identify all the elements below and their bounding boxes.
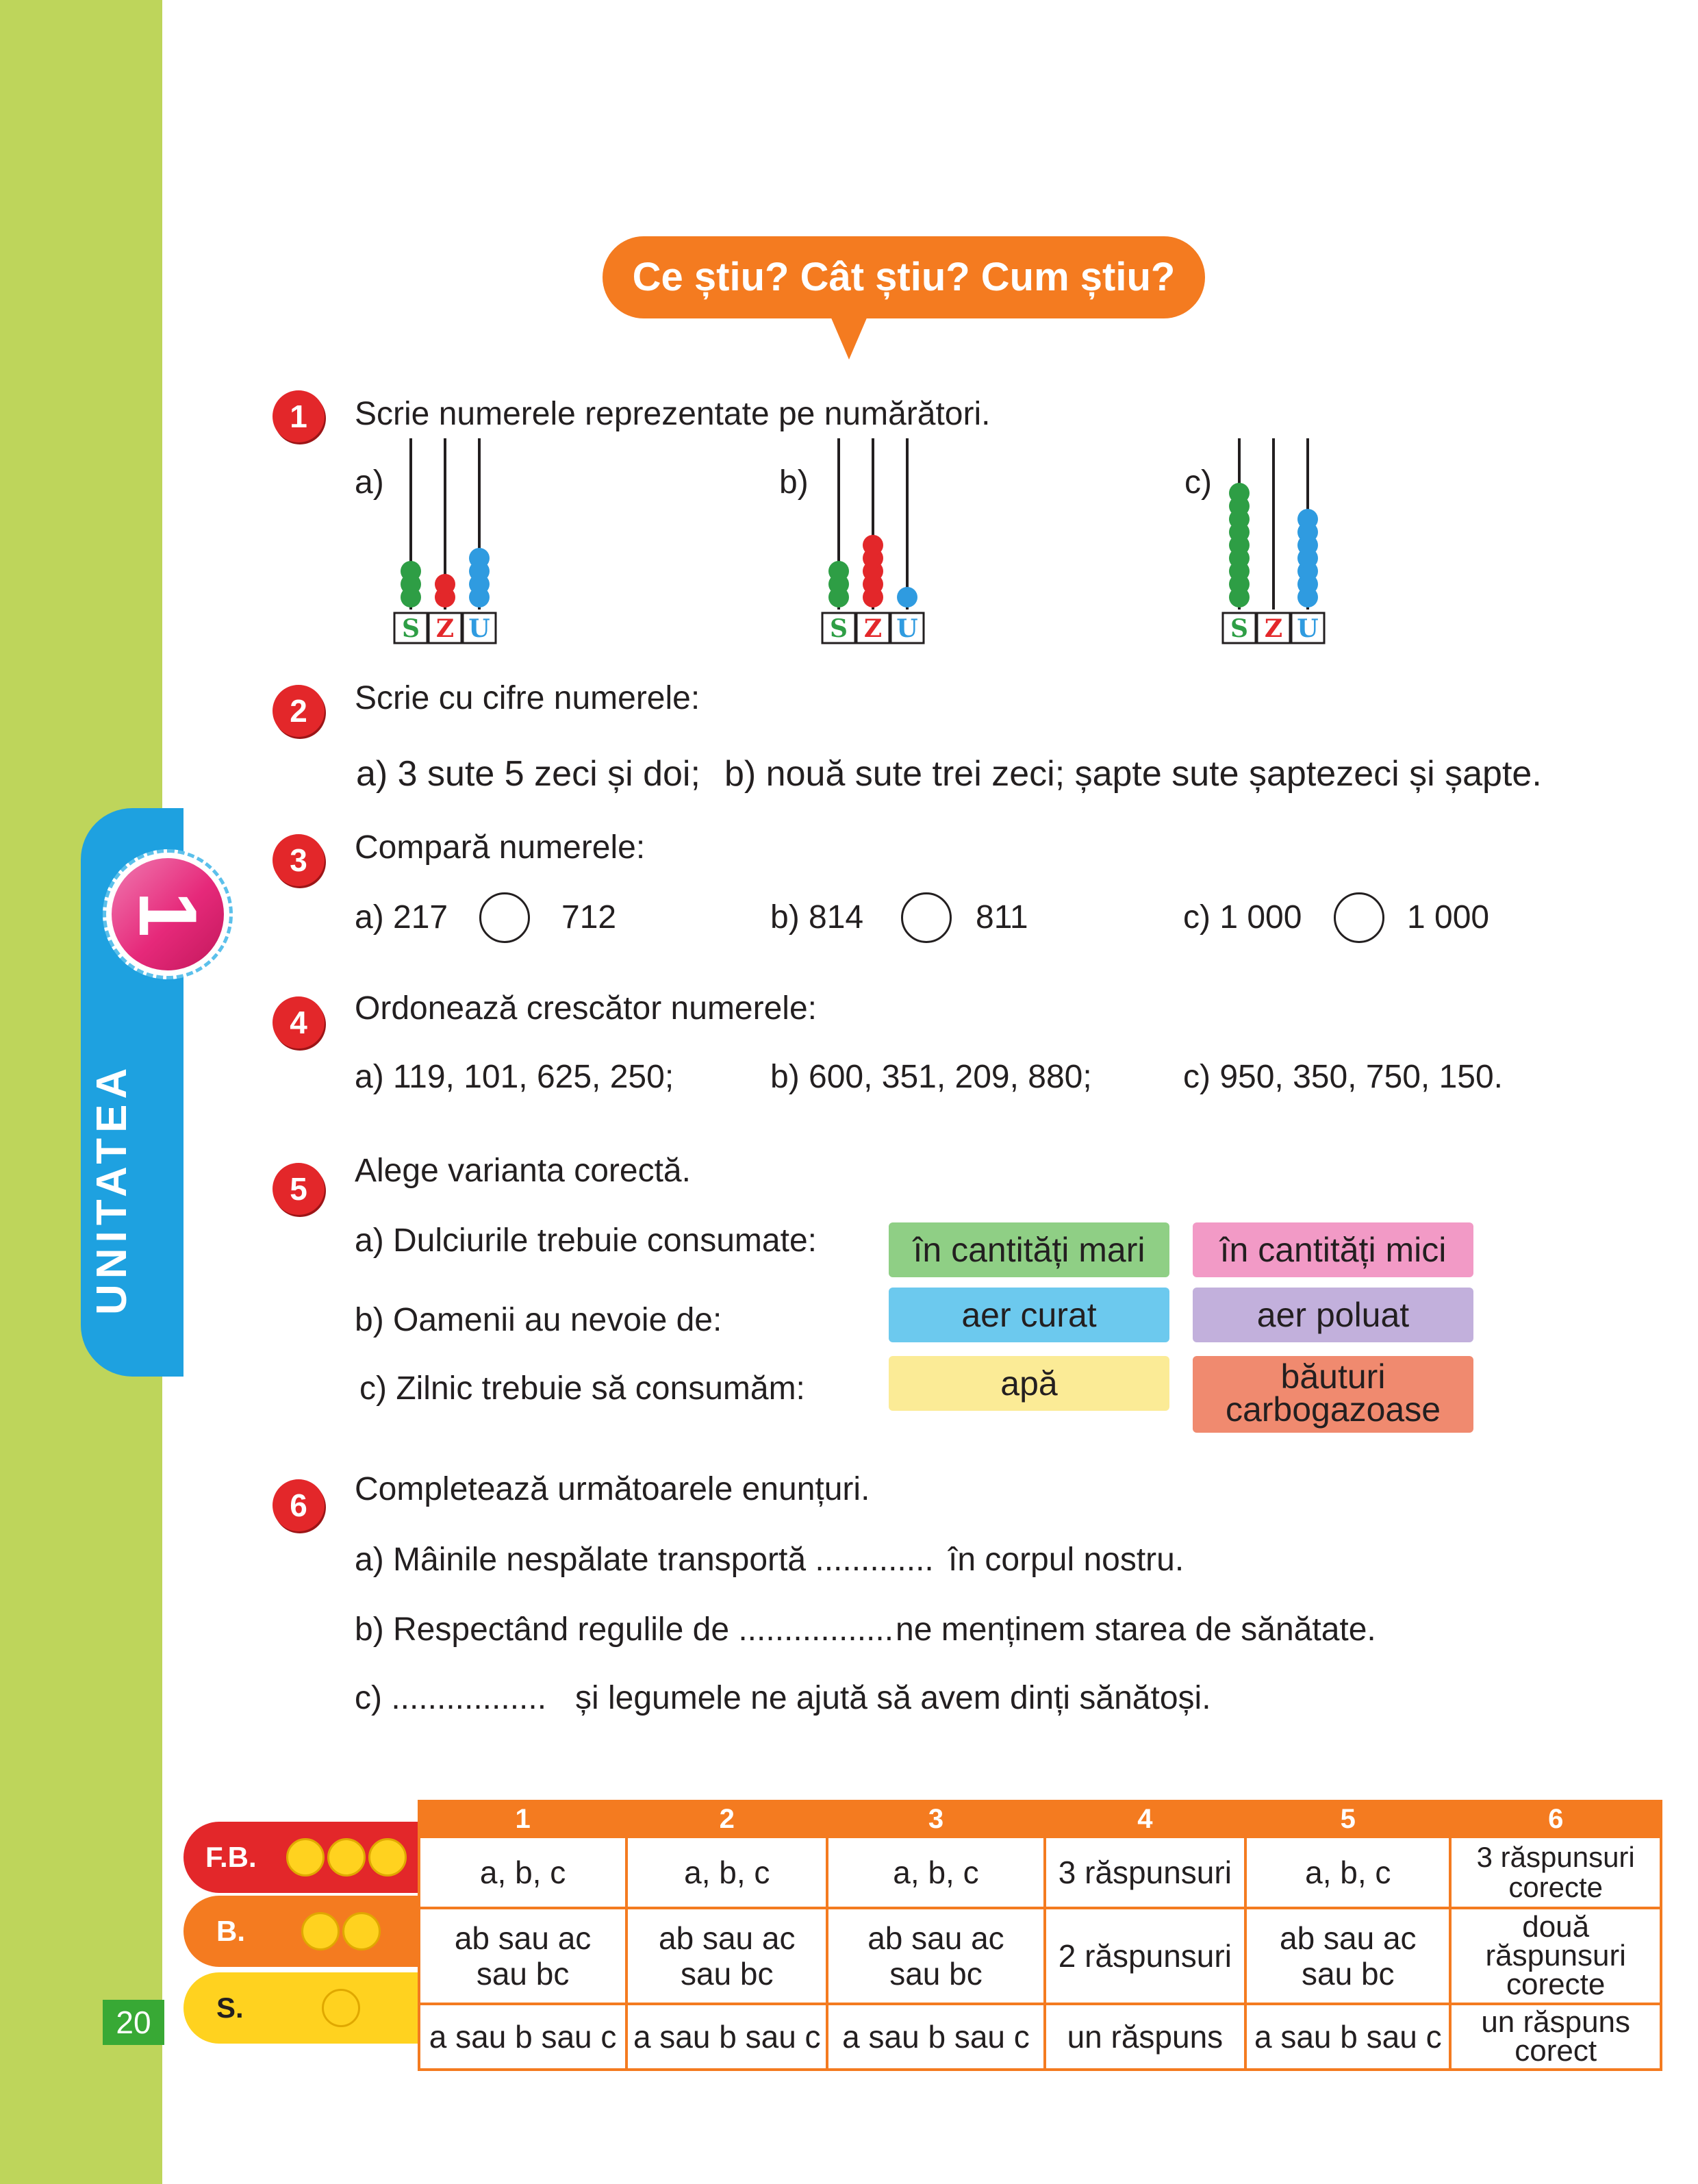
compare-b-right: 811 <box>976 899 1028 936</box>
exercise-1-instruction: Scrie numerele reprezentate pe numărători. <box>355 396 991 432</box>
compare-b-left: b) 814 <box>770 899 864 936</box>
compare-c-left: c) 1 000 <box>1183 899 1302 936</box>
level-s <box>183 1972 420 2044</box>
abacus-b <box>818 438 955 651</box>
abacus-head-U: U <box>896 614 918 643</box>
exercise-5-question-b: b) Oamenii au nevoie de: <box>355 1302 722 1338</box>
abacus-bead-S <box>828 561 849 581</box>
grading-header-cell: 6 <box>1450 1801 1661 1837</box>
abacus-label-b: b) <box>779 464 809 501</box>
compare-b-circle[interactable] <box>901 892 952 943</box>
abacus-head-S: S <box>402 614 420 643</box>
exercise-6-item-c-end: și legumele ne ajută să avem dinți sănătoși. <box>575 1680 1211 1716</box>
grading-row-b <box>419 1908 1661 2004</box>
grading-cell: ab sau ac sau bc <box>827 1908 1044 2004</box>
exercise-number-2: 2 <box>273 685 325 737</box>
level-fb <box>183 1822 420 1893</box>
exercise-4-item-c: c) 950, 350, 750, 150. <box>1183 1059 1504 1095</box>
exercise-number-3: 3 <box>273 834 325 886</box>
level-s-smiles <box>320 1989 362 2027</box>
abacus-head-U: U <box>1297 614 1319 643</box>
abacus-head-S: S <box>1230 614 1248 643</box>
exercise-6-instruction: Completează următoarele enunțuri. <box>355 1471 870 1507</box>
grading-cell: două răspunsuri corecte <box>1450 1908 1661 2004</box>
exercise-6-item-a-end: în corpul nostru. <box>948 1542 1184 1578</box>
unit-label: UNITATEA <box>88 1062 136 1315</box>
grading-cell: un răspuns <box>1045 2004 1246 2070</box>
grading-cell: a sau b sau c <box>626 2004 827 2070</box>
grading-cell: ab sau ac sau bc <box>419 1908 626 2004</box>
page-number: 20 <box>103 2000 164 2045</box>
exercise-6-item-c-start: c) ................. <box>355 1680 547 1716</box>
smiley-icon <box>322 1989 360 2027</box>
option-b2[interactable]: aer poluat <box>1193 1288 1473 1342</box>
grading-cell: 2 răspunsuri <box>1045 1908 1246 2004</box>
exercise-number-5: 5 <box>273 1163 325 1215</box>
abacus-bead-S <box>401 561 421 581</box>
abacus-label-a: a) <box>355 464 384 501</box>
exercise-4-item-a: a) 119, 101, 625, 250; <box>355 1059 674 1095</box>
grading-header-cell: 2 <box>626 1801 827 1837</box>
exercise-6-item-b-start: b) Respectând regulile de ................. <box>355 1611 894 1648</box>
compare-c-circle[interactable] <box>1334 892 1384 943</box>
option-a2[interactable]: în cantități mici <box>1193 1222 1473 1277</box>
abacus-bead-U <box>1297 509 1318 529</box>
abacus-bead-U <box>469 548 490 568</box>
grading-header-row <box>419 1801 1661 1837</box>
abacus-head-S: S <box>830 614 848 643</box>
compare-a-right: 712 <box>561 899 617 936</box>
exercise-number-6: 6 <box>273 1479 325 1531</box>
abacus-head-Z: Z <box>863 614 883 643</box>
option-b1[interactable]: aer curat <box>889 1288 1169 1342</box>
exercise-4-item-b: b) 600, 351, 209, 880; <box>770 1059 1092 1095</box>
grading-cell: a, b, c <box>1245 1837 1450 1908</box>
grading-cell: un răspuns corect <box>1450 2004 1661 2070</box>
grading-header-cell: 5 <box>1245 1801 1450 1837</box>
grading-cell: a sau b sau c <box>827 2004 1044 2070</box>
exercise-2-instruction: Scrie cu cifre numerele: <box>355 680 700 716</box>
grading-header-cell: 1 <box>419 1801 626 1837</box>
grading-cell: ab sau ac sau bc <box>626 1908 827 2004</box>
level-b-label: B. <box>216 1915 245 1947</box>
abacus-bead-U <box>897 587 917 607</box>
grading-cell: a sau b sau c <box>419 2004 626 2070</box>
grading-cell: 3 răspunsuri corecte <box>1450 1837 1661 1908</box>
abacus-head-Z: Z <box>435 614 455 643</box>
smiley-icon <box>301 1912 340 1950</box>
grading-cell: ab sau ac sau bc <box>1245 1908 1450 2004</box>
exercise-5-question-c: c) Zilnic trebuie să consumăm: <box>359 1370 805 1407</box>
exercise-number-4: 4 <box>273 996 325 1049</box>
option-c1[interactable]: apă <box>889 1356 1169 1411</box>
exercise-5-instruction: Alege varianta corectă. <box>355 1153 691 1189</box>
grading-table <box>418 1800 1662 2071</box>
compare-c-right: 1 000 <box>1407 899 1490 936</box>
compare-a-circle[interactable] <box>479 892 530 943</box>
grading-header-cell: 4 <box>1045 1801 1246 1837</box>
abacus-c <box>1219 438 1356 651</box>
level-fb-smiles <box>285 1838 408 1877</box>
compare-a-left: a) 217 <box>355 899 448 936</box>
level-fb-label: F.B. <box>205 1841 257 1873</box>
abacus-head-Z: Z <box>1264 614 1283 643</box>
option-c2[interactable]: băuturi carbogazoase <box>1193 1356 1473 1433</box>
exercise-4-instruction: Ordonează crescător numerele: <box>355 990 817 1027</box>
abacus-a <box>390 438 527 651</box>
exercise-5-question-a: a) Dulciurile trebuie consumate: <box>355 1222 817 1259</box>
grading-header-cell: 3 <box>827 1801 1044 1837</box>
level-b-smiles <box>300 1912 382 1950</box>
exercise-3-instruction: Compară numerele: <box>355 829 646 866</box>
exercise-6-item-a-start: a) Mâinile nespălate transportă ............. <box>355 1542 934 1578</box>
abacus-label-c: c) <box>1184 464 1212 501</box>
grading-cell: a, b, c <box>419 1837 626 1908</box>
level-s-label: S. <box>216 1992 244 2024</box>
unit-number: 1 <box>122 891 214 938</box>
exercise-2-item-b: b) nouă sute trei zeci; șapte sute șaptezeci și șapte. <box>724 754 1542 794</box>
smiley-icon <box>327 1838 366 1877</box>
level-b <box>183 1896 420 1967</box>
option-a1[interactable]: în cantități mari <box>889 1222 1169 1277</box>
grading-cell: 3 răspunsuri <box>1045 1837 1246 1908</box>
title-bubble-tail <box>828 312 870 360</box>
abacus-bead-Z <box>863 535 883 555</box>
smiley-icon <box>368 1838 407 1877</box>
grading-cell: a sau b sau c <box>1245 2004 1450 2070</box>
exercise-2-item-a: a) 3 sute 5 zeci și doi; <box>356 754 700 794</box>
abacus-bead-Z <box>435 574 455 594</box>
grading-cell: a, b, c <box>827 1837 1044 1908</box>
grading-row-s <box>419 2004 1661 2070</box>
grading-cell: a, b, c <box>626 1837 827 1908</box>
exercise-number-1: 1 <box>273 390 325 442</box>
abacus-head-U: U <box>468 614 490 643</box>
page-title: Ce știu? Cât știu? Cum știu? <box>603 236 1205 318</box>
abacus-bead-S <box>1229 483 1250 503</box>
smiley-icon <box>286 1838 325 1877</box>
smiley-icon <box>342 1912 381 1950</box>
grading-row-fb <box>419 1837 1661 1908</box>
exercise-6-item-b-end: ne menținem starea de sănătate. <box>896 1611 1376 1648</box>
